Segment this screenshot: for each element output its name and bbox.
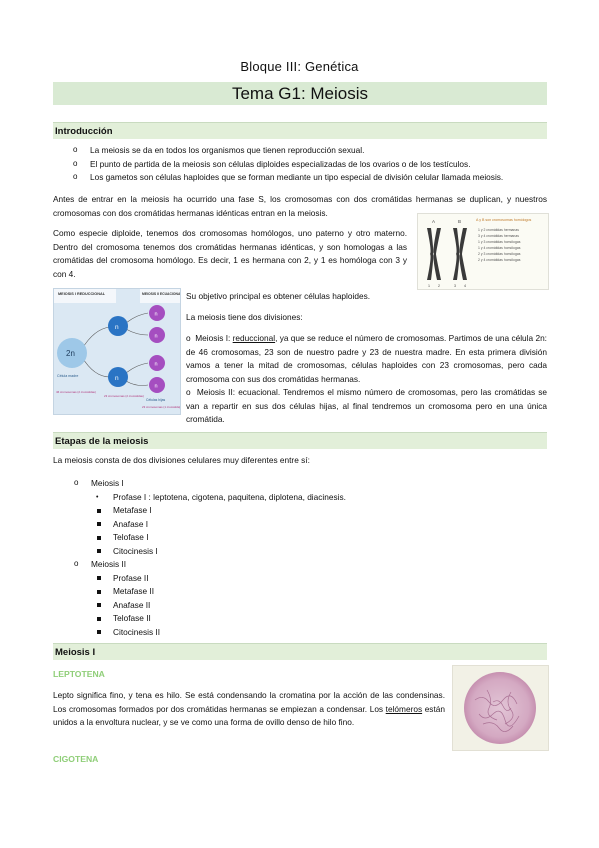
svg-text:2 y 3 cromátidas homólogas: 2 y 3 cromátidas homólogas xyxy=(478,252,521,256)
intro-bullet: o La meiosis se da en todos los organismos que tienen reproducción sexual. xyxy=(66,144,546,158)
svg-text:1 y 3 cromátidas homólogas: 1 y 3 cromátidas homólogas xyxy=(478,240,521,244)
intro-bullet: o El punto de partida de la meiosis son células diploides especializadas de los ovarios o de los testículos. xyxy=(66,158,546,172)
stage-item: Citocinesis II xyxy=(53,626,547,640)
svg-text:n: n xyxy=(154,361,158,368)
leptotena-heading: LEPTOTENA xyxy=(53,669,105,679)
stage-item: Profase II xyxy=(53,572,547,586)
intro-bullet: o Los gametos son células haploides que se forman mediante un tipo especial de división celular llamada meiosis. xyxy=(66,171,546,185)
svg-text:n: n xyxy=(115,375,119,382)
svg-text:n: n xyxy=(154,311,158,318)
intro-bullet-list xyxy=(66,144,546,185)
stage-item: Telofase II xyxy=(53,612,547,626)
stage-item: • Profase I : leptotena, cigotena, paquitena, diplotena, diacinesis. xyxy=(53,491,547,505)
svg-text:n: n xyxy=(115,324,119,331)
stage-item: Anafase II xyxy=(53,599,547,613)
svg-text:2 y 4 cromátidas homólogas: 2 y 4 cromátidas homólogas xyxy=(478,258,521,262)
chromosome-a-label: A xyxy=(432,219,436,224)
svg-text:4: 4 xyxy=(464,284,466,288)
svg-text:1: 1 xyxy=(428,284,430,288)
chromosome-b xyxy=(453,228,467,280)
svg-text:3 y 4 cromátidas hermanas: 3 y 4 cromátidas hermanas xyxy=(478,234,519,238)
meiosis-ii-stage-label: o Meiosis II xyxy=(53,558,547,572)
divisions-intro: La meiosis tiene dos divisiones: xyxy=(186,312,303,322)
meiosis-i-title: MEIOSIS I REDUCCIONAL xyxy=(58,292,106,296)
mother-note: 46 cromosomas (2 cromátidas) xyxy=(56,390,96,394)
svg-text:2n: 2n xyxy=(66,349,75,358)
leptotena-micrograph xyxy=(452,665,549,751)
daughters-note: 23 cromosomas (1 cromátida) xyxy=(142,405,180,409)
intro-paragraph-1: Antes de entrar en la meiosis ha ocurrido una fase S, los cromosomas con dos cromátidas hermanas se duplican, y nuestros cromosomas con dos cromátidas hermanas idénticas entran en la meiosis. xyxy=(53,194,547,218)
etapas-intro: La meiosis consta de dos divisiones celulares muy diferentes entre sí: xyxy=(53,455,310,465)
section-heading-meiosis-i: Meiosis I xyxy=(53,643,547,660)
section-heading-introduccion: Introducción xyxy=(53,122,547,139)
objective-text: Su objetivo principal es obtener células haploides. xyxy=(186,291,371,301)
chromosome-b-label: B xyxy=(458,219,462,224)
stage-item: Citocinesis I xyxy=(53,545,547,559)
chromosome-caption: A y B son cromosomas homólogos xyxy=(476,218,532,222)
leptotena-description: Lepto significa fino, y tena es hilo. Se está condensando la cromatina por la acción de las condensinas. Los cromosomas formados por dos cromátidas hermanas se empiezan a condensar. Los telómeros están unidos a la envoltura nuclear, y se ve como una forma de ovillo denso de hilo fino. xyxy=(53,690,445,727)
etapas-list xyxy=(53,477,547,639)
stage-item: Metafase II xyxy=(53,585,547,599)
stage-item: Telofase I xyxy=(53,531,547,545)
mother-caption: Célula madre xyxy=(57,374,79,378)
svg-text:1 y 4 cromátidas homólogas: 1 y 4 cromátidas homólogas xyxy=(478,246,521,250)
intro-paragraph-2: Como especie diploide, tenemos dos cromosomas homólogos, uno paterno y otro materno. Dentro del cromosoma tenemos dos cromátidas hermanas idénticas, y son homologas a las cromátidas del cromosoma homólogo. Es decir, 1 es hermana con 2, y 1 es homóloga con 3 y con 4. xyxy=(53,228,407,279)
daughters-caption: Células hijas xyxy=(146,398,166,402)
svg-text:3: 3 xyxy=(454,284,456,288)
svg-text:2: 2 xyxy=(438,284,440,288)
chromosome-legend xyxy=(478,228,521,262)
mid-note: 23 cromosomas (2 cromátidas) xyxy=(104,394,144,398)
svg-text:n: n xyxy=(154,383,158,390)
section-heading-etapas: Etapas de la meiosis xyxy=(53,432,547,449)
stage-item: Metafase I xyxy=(53,504,547,518)
svg-text:n: n xyxy=(154,333,158,340)
meiosis-i-description: o Meiosis I: reduccional, ya que se reduce el número de cromosomas. Partimos de una célula 2n: de 46 cromosomas, 23 son de nuestro padre y 23 de nuestra madre. En esta primera división vamos a tener la mitad de cromosomas, células haploides con 23 cromosomas, pero cada cromosoma con sus dos cromátidas hermanas. xyxy=(186,333,547,384)
cigotena-heading: CIGOTENA xyxy=(53,754,99,764)
topic-title: Tema G1: Meiosis xyxy=(53,82,547,105)
svg-text:1 y 2 cromátidas hermanas: 1 y 2 cromátidas hermanas xyxy=(478,228,519,232)
meiosis-diagram xyxy=(54,289,180,414)
meiosis-figure xyxy=(53,288,181,415)
stage-item: Anafase I xyxy=(53,518,547,532)
chromosome-diagram xyxy=(418,214,548,289)
chromosome-figure xyxy=(417,213,549,290)
chromosome-a xyxy=(427,228,441,280)
block-title: Bloque III: Genética xyxy=(240,59,359,74)
meiosis-ii-title: MEIOSIS II ECUACIONAL xyxy=(142,292,180,296)
meiosis-ii-description: o Meiosis II: ecuacional. Tendremos el mismo número de cromosomas, pero las cromátidas se van a repartir en sus dos células hijas, al final tendremos un cromosoma pero en una única cromátida. xyxy=(186,387,547,424)
meiosis-i-stage-label: o Meiosis I xyxy=(53,477,547,491)
